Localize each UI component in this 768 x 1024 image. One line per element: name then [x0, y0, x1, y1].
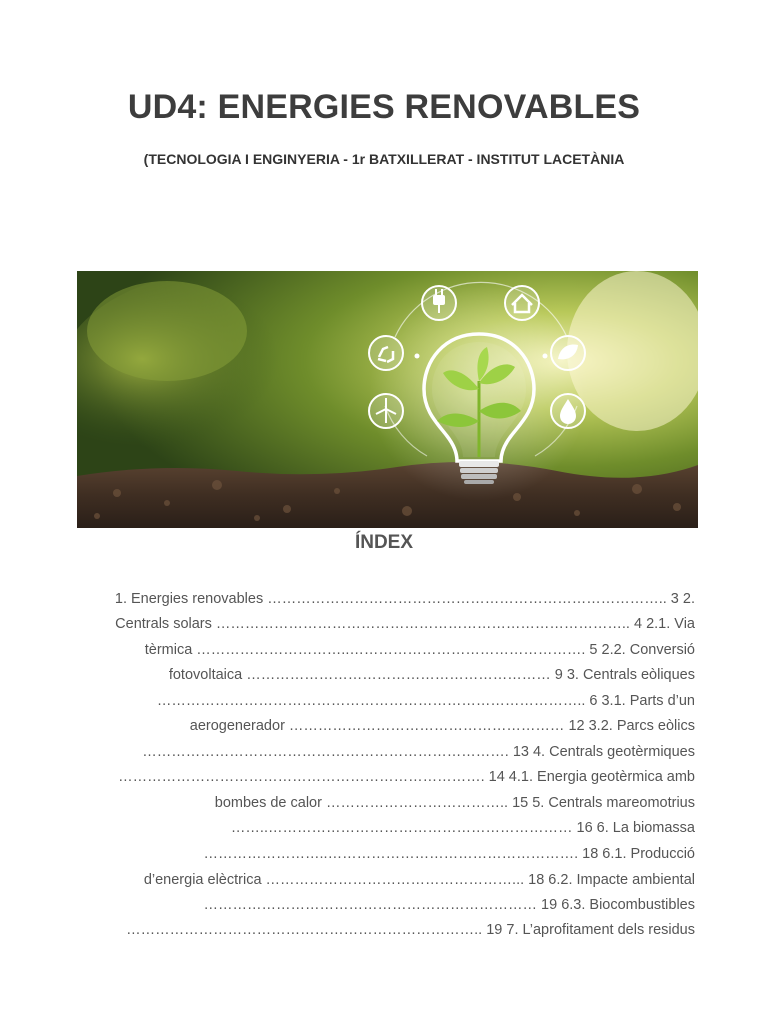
toc-line[interactable]: …………………………………………………………… 19 6.3. Biocombustibles: [203, 897, 695, 913]
toc-line[interactable]: Centrals solars ………………………………………………………………………….. 4 2.1. Via: [115, 616, 695, 632]
document-subtitle: (TECNOLOGIA I ENGINYERIA - 1r BATXILLERAT - INSTITUT LACETÀNIA: [143, 151, 625, 167]
toc-line[interactable]: aerogenerador ………………………………………………… 12 3.2. Parcs eòlics: [189, 718, 695, 734]
toc-line[interactable]: ……………………………………………………………….. 19 7. L’aprofitament dels residus: [126, 922, 695, 938]
toc-line[interactable]: d’energia elèctrica ……………………………………………... 18 6.2. Impacte ambiental: [143, 872, 695, 888]
toc-line[interactable]: tèrmica …………………………..…………………………………………. 5 2.2. Conversió: [144, 642, 695, 658]
toc-line[interactable]: bombes de calor ……………………………….. 15 5. Centrals mareomotrius: [214, 795, 695, 811]
toc-line[interactable]: fotovoltaica ……………………………………………………… 9 3. Centrals eòliques: [168, 667, 695, 683]
toc-line[interactable]: …………………………………………………………………………….. 6 3.1. Parts d’un: [156, 693, 695, 709]
document-title: UD4: ENERGIES RENOVABLES: [127, 88, 641, 126]
toc-line[interactable]: …………………………………………………………………. 13 4. Centrals geotèrmiques: [142, 744, 695, 760]
toc-line[interactable]: ……………………..……………………………………………. 18 6.1. Producció: [203, 846, 695, 862]
toc-line[interactable]: …………………………………………………………………. 14 4.1. Energia geotèrmica amb: [118, 769, 695, 785]
toc-line[interactable]: 1. Energies renovables ……………………………………………………………………….. 3 2.: [114, 591, 695, 607]
index-heading: ÍNDEX: [354, 532, 414, 553]
toc-line[interactable]: ……..……………………………………………………… 16 6. La biomassa: [230, 820, 695, 836]
